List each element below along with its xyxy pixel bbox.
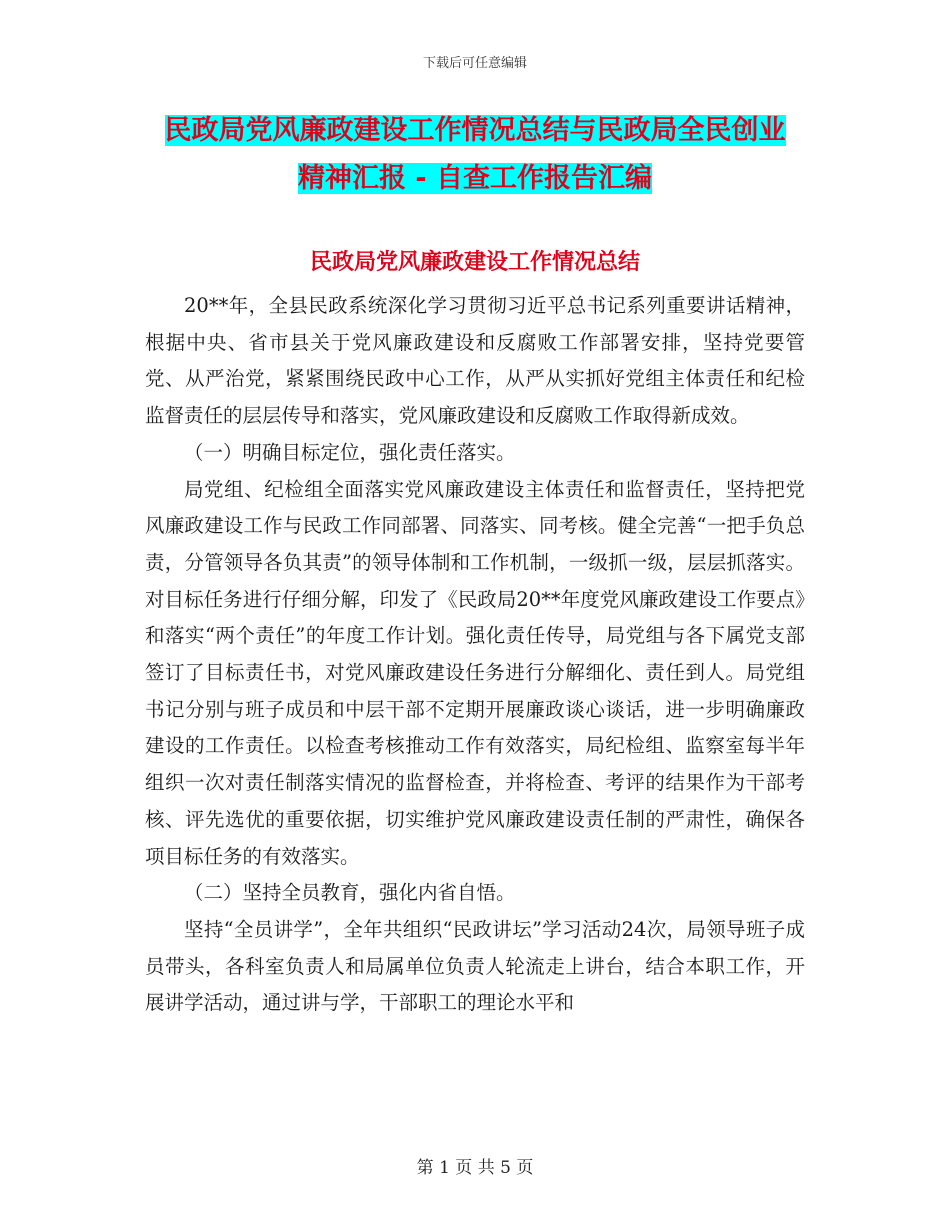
document-title [145, 107, 805, 203]
paragraph-1: 局党组、纪检组全面落实党风廉政建设主体责任和监督责任，坚持把党风廉政建设工作与民政工作同部署、同落实、同考核。健全完善“一把手负总责，分管领导各负其责”的领导体制和工作机制，一级抓一级，层层抓落实。对目标任务进行仔细分解，印发了《民政局20**年度党风廉政建设工作要点》和落实“两个责任”的年度工作计划。强化责任传导，局党组与各下属党支部签订了目标责任书，对党风廉政建设任务进行分解细化、责任到人。局党组书记分别与班子成员和中层干部不定期开展廉政谈心谈话，进一步明确廉政建设的工作责任。以检查考核推动工作有效落实，局纪检组、监察室每半年组织一次对责任制落实情况的监督检查，并将检查、考评的结果作为干部考核、评先选优的重要依据，切实维护党风廉政建设责任制的严肃性，确保各项目标任务的有效落实。 [145, 477, 805, 868]
document-title-line-1: 民政局党风廉政建设工作情况总结与民政局全民创业 [164, 115, 786, 146]
document-body [145, 288, 805, 1022]
header-note: 下载后可任意编辑 [422, 56, 527, 71]
paragraph-intro: 20**年，全县民政系统深化学习贯彻习近平总书记系列重要讲话精神，根据中央、省市县关于党风廉政建设和反腐败工作部署安排，坚持党要管党、从严治党，紧紧围绕民政中心工作，从严从实抓好党组主体责任和纪检监督责任的层层传导和落实，党风廉政建设和反腐败工作取得新成效。 [145, 294, 805, 428]
document-title-line-2: 精神汇报 - 自查工作报告汇编 [297, 163, 652, 194]
paragraph-2: 坚持“全员讲学”，全年共组织“民政讲坛”学习活动24次，局领导班子成员带头，各科室负责人和局属单位负责人轮流走上讲台，结合本职工作，开展讲学活动，通过讲与学，干部职工的理论水平和 [145, 917, 805, 1015]
subheading-2: （二）坚持全员教育，强化内省自悟。 [184, 881, 516, 905]
section-title: 民政局党风廉政建设工作情况总结 [309, 250, 640, 275]
subheading-1: （一）明确目标定位，强化责任落实。 [184, 440, 516, 464]
page-footer: 第 1 页 共 5 页 [416, 1158, 534, 1178]
